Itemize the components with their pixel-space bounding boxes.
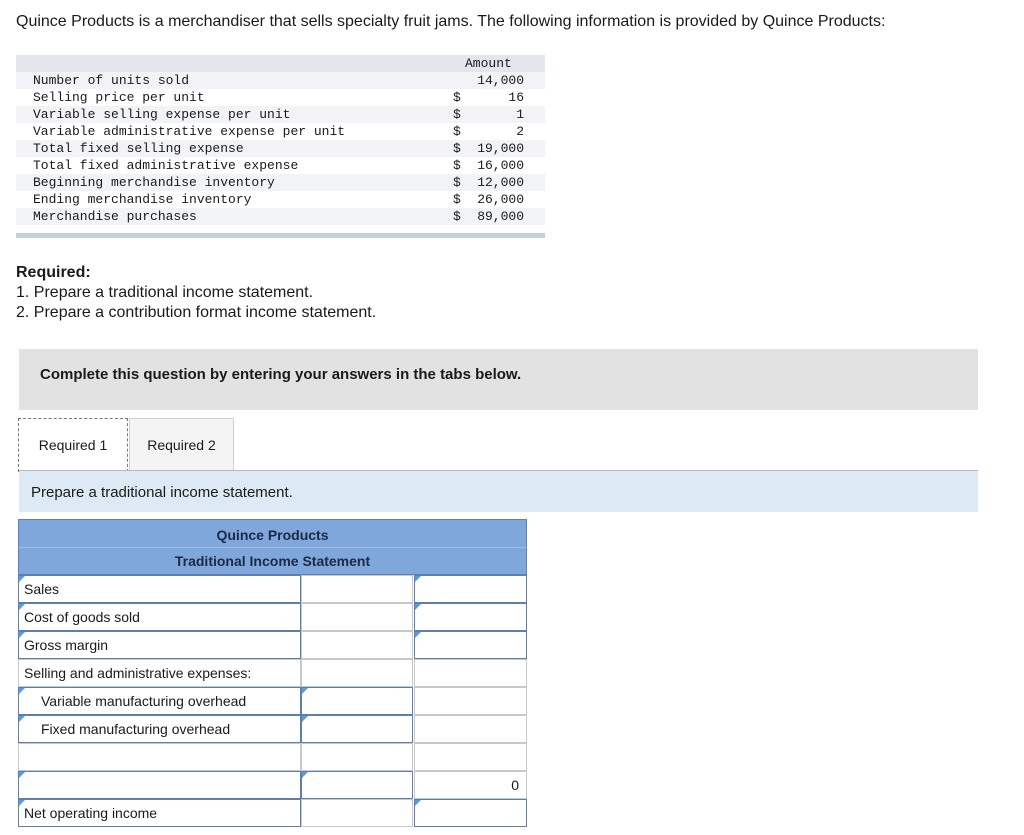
given-value: 12,000 <box>477 175 524 190</box>
given-value: 2 <box>516 124 524 139</box>
tab-prompt-bar <box>19 471 978 512</box>
amount-cell <box>301 603 413 631</box>
row-label-select[interactable] <box>18 603 301 631</box>
given-data-table <box>16 55 545 238</box>
row-label: Cost of goods sold <box>24 609 140 625</box>
given-label: Merchandise purchases <box>33 209 197 224</box>
row-label: Gross margin <box>24 637 109 653</box>
instruction-text: Complete this question by entering your answers in the tabs below. <box>40 366 522 383</box>
given-label: Total fixed administrative expense <box>33 158 299 173</box>
given-row <box>16 72 545 89</box>
given-row <box>16 140 545 157</box>
given-row <box>16 157 545 174</box>
total-value: 0 <box>511 777 519 793</box>
given-value: 89,000 <box>477 209 524 224</box>
amount-input[interactable] <box>301 715 413 743</box>
amount-cell <box>301 743 413 771</box>
given-dollar: $ <box>453 141 461 156</box>
row-label: Sales <box>24 581 60 597</box>
row-label-select[interactable] <box>18 631 301 659</box>
row-label-select[interactable] <box>18 575 301 603</box>
row-label: Fixed manufacturing overhead <box>41 721 231 737</box>
instruction-banner <box>19 349 978 410</box>
table-row <box>18 659 527 687</box>
row-label-select[interactable] <box>18 799 301 827</box>
row-label-select[interactable] <box>18 687 301 715</box>
given-row <box>16 106 545 123</box>
total-cell <box>414 687 527 715</box>
total-cell <box>414 743 527 771</box>
given-value: 16 <box>508 90 524 105</box>
given-row <box>16 174 545 191</box>
row-label: Variable manufacturing overhead <box>41 693 247 709</box>
total-cell <box>414 715 527 743</box>
amount-cell <box>301 575 413 603</box>
amount-input[interactable] <box>301 687 413 715</box>
table-row <box>18 743 527 771</box>
given-dollar: $ <box>453 107 461 122</box>
table-row <box>18 687 527 715</box>
given-row <box>16 191 545 208</box>
total-cell <box>414 771 527 799</box>
total-input[interactable] <box>414 631 527 659</box>
amount-cell <box>301 659 413 687</box>
given-label: Variable administrative expense per unit <box>33 124 346 139</box>
amount-cell <box>301 799 413 827</box>
given-footer-bar <box>16 233 545 238</box>
given-label: Ending merchandise inventory <box>33 192 252 207</box>
amount-header: Amount <box>465 56 512 71</box>
table-row <box>18 631 527 659</box>
required-title: Required: <box>16 264 91 281</box>
given-dollar: $ <box>453 209 461 224</box>
row-label: Selling and administrative expenses: <box>24 665 252 681</box>
given-label: Selling price per unit <box>33 90 205 105</box>
given-dollar: $ <box>453 90 461 105</box>
given-label: Total fixed selling expense <box>33 141 244 156</box>
table-row <box>18 771 527 799</box>
table-row <box>18 603 527 631</box>
given-dollar: $ <box>453 192 461 207</box>
total-input[interactable] <box>414 575 527 603</box>
problem-intro: Quince Products is a merchandiser that sells specialty fruit jams. The following information is provided by Quince Products: <box>16 13 886 30</box>
required-item: 2. Prepare a contribution format income statement. <box>16 304 377 321</box>
total-cell <box>414 659 527 687</box>
table-row <box>18 715 527 743</box>
table-row <box>18 575 527 603</box>
given-label: Number of units sold <box>33 73 190 88</box>
statement-company: Quince Products <box>18 519 527 548</box>
given-value: 14,000 <box>477 73 524 88</box>
total-input[interactable] <box>414 603 527 631</box>
row-label-select[interactable] <box>18 771 301 799</box>
tab-required-2[interactable]: Required 2 <box>129 418 234 472</box>
row-label: Net operating income <box>24 805 158 821</box>
given-value: 1 <box>516 107 524 122</box>
given-dollar: $ <box>453 124 461 139</box>
given-value: 19,000 <box>477 141 524 156</box>
given-value: 26,000 <box>477 192 524 207</box>
total-input[interactable] <box>414 799 527 827</box>
given-value: 16,000 <box>477 158 524 173</box>
row-label-cell <box>18 743 301 771</box>
amount-cell <box>301 631 413 659</box>
given-dollar: $ <box>453 158 461 173</box>
given-dollar: $ <box>453 175 461 190</box>
given-label: Beginning merchandise inventory <box>33 175 275 190</box>
row-label-select[interactable] <box>18 715 301 743</box>
required-item: 1. Prepare a traditional income statement. <box>16 284 314 301</box>
given-row <box>16 208 545 225</box>
given-row <box>16 89 545 106</box>
amount-input[interactable] <box>301 771 413 799</box>
tab-required-1[interactable]: Required 1 <box>18 418 128 472</box>
given-row <box>16 123 545 140</box>
row-label-cell <box>18 659 301 687</box>
given-label: Variable selling expense per unit <box>33 107 291 122</box>
required-section <box>16 263 376 323</box>
table-row <box>18 799 527 827</box>
tab-prompt: Prepare a traditional income statement. <box>31 484 293 501</box>
statement-title: Traditional Income Statement <box>18 547 527 575</box>
